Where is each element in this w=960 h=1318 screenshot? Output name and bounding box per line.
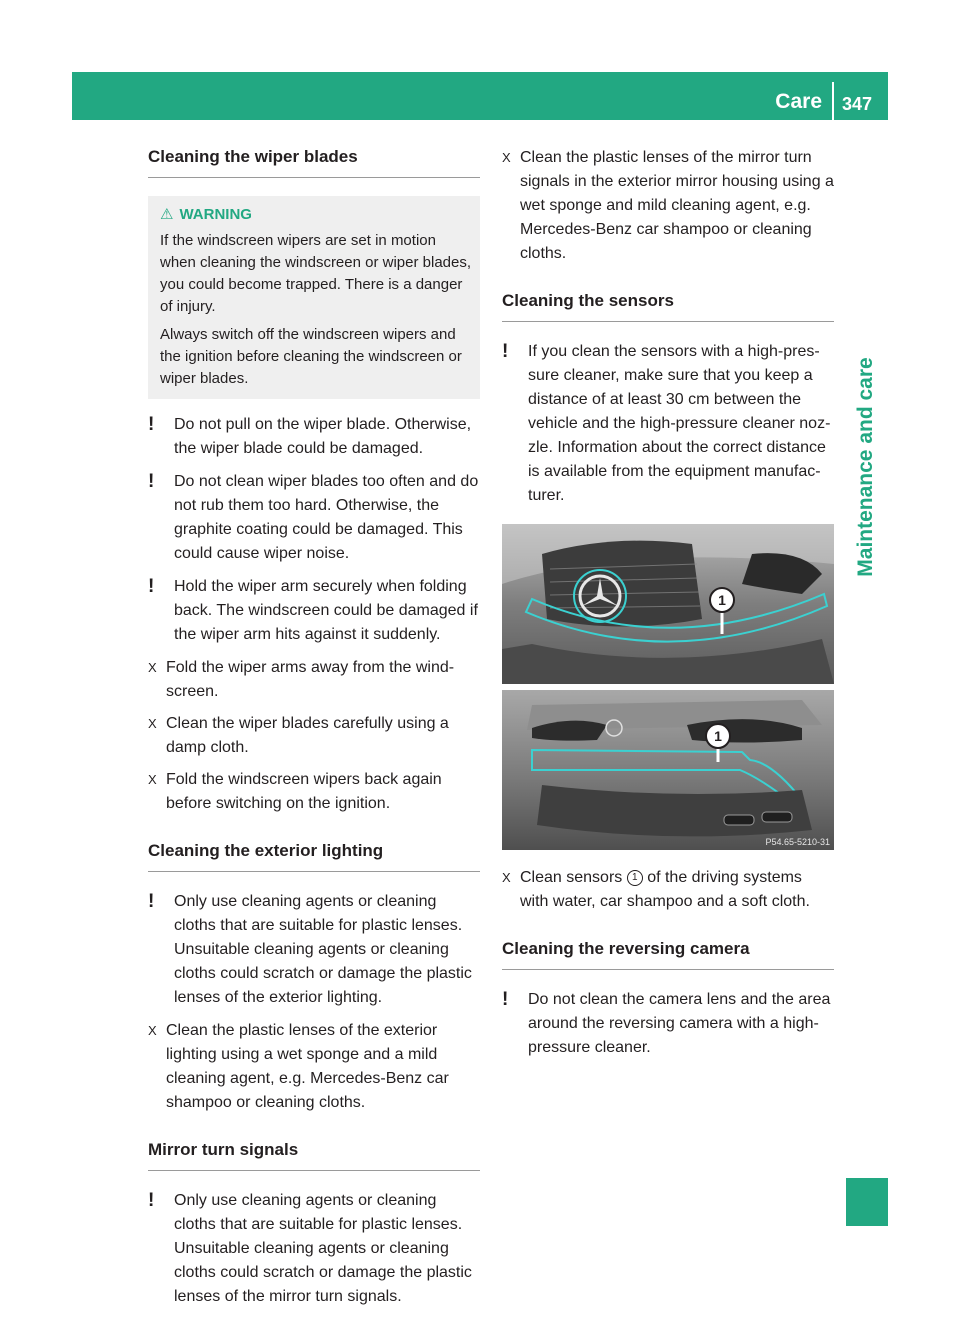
rear-bumper-photo xyxy=(502,690,834,850)
right-column xyxy=(502,146,834,1069)
section-title: Care xyxy=(775,90,822,113)
exclamation-icon: ! xyxy=(148,891,155,912)
exclamation-icon: ! xyxy=(148,1190,155,1211)
step-item: X Clean the plastic lenses of the exterior lighting using a wet sponge and a mild cleaning agent, e.g. Mercedes-Benz car shampoo or cleaning cloths. xyxy=(148,1019,480,1115)
warning-box xyxy=(148,196,480,399)
front-bumper-photo xyxy=(502,524,834,684)
step-arrow-icon: X xyxy=(148,1023,157,1038)
exclamation-icon: ! xyxy=(502,341,509,362)
exhaust-pipe xyxy=(762,812,792,822)
heading-sensors: Cleaning the sensors xyxy=(502,290,834,322)
heading-camera: Cleaning the reversing camera xyxy=(502,938,834,970)
page-number: 347 xyxy=(842,94,873,114)
note-item: ! Do not clean wiper blades too often and do not rub them too hard. Otherwise, the graphite coating could be damaged. This could cause wiper noise. xyxy=(148,471,479,562)
warning-text: If the windscreen wipers are set in motion when cleaning the windscreen or wiper blades, you could become trapped. There is a danger of injury. xyxy=(160,232,472,315)
callout-number: 1 xyxy=(718,592,726,608)
exhaust-pipe xyxy=(724,815,754,825)
note-item: ! Do not clean the camera lens and the area around the reversing camera with a high-pressure cleaner. xyxy=(502,989,831,1056)
step-arrow-icon: X xyxy=(502,870,511,885)
chapter-label: Maintenance and care xyxy=(854,357,877,577)
step-arrow-icon: X xyxy=(148,660,157,675)
heading-lighting: Cleaning the exterior lighting xyxy=(148,840,480,872)
step-arrow-icon: X xyxy=(502,150,511,165)
chapter-side-tab xyxy=(844,282,888,652)
step-item: X Clean sensors 1 of the driving systems with water, car shampoo and a soft cloth. xyxy=(502,866,834,914)
warning-title: ⚠ WARNING xyxy=(160,206,252,223)
header-bar xyxy=(72,72,888,120)
note-item: ! Hold the wiper arm securely when folding back. The windscreen could be damaged if the wiper arm hits against it suddenly. xyxy=(148,576,478,643)
exclamation-icon: ! xyxy=(148,414,155,435)
exclamation-icon: ! xyxy=(148,576,155,597)
note-item: ! Only use cleaning agents or cleaning cloths that are suitable for plastic lenses. Unsuitable cleaning agents or cleaning cloths could scratch or damage the plastic lenses of the exterior lighting. xyxy=(148,891,472,1006)
step-item: X Clean the plastic lenses of the mirror turn signals in the exterior mirror housing using a wet sponge and mild cleaning agent, e.g. Mercedes-Benz car shampoo or cleaning cloths. xyxy=(502,146,834,266)
warning-text: Always switch off the windscreen wipers and the ignition before cleaning the windscreen or wiper blades. xyxy=(160,326,462,387)
note-item: ! Only use cleaning agents or cleaning cloths that are suitable for plastic lenses. Unsuitable cleaning agents or cleaning cloths could scratch or damage the plastic lenses of the mirror turn signals. xyxy=(148,1190,472,1305)
chapter-marker xyxy=(846,1178,888,1226)
step-item: X Fold the wiper arms away from the wind-screen. xyxy=(148,656,480,704)
step-item: X Clean the wiper blades carefully using a damp cloth. xyxy=(148,712,480,760)
step-item: X Fold the windscreen wipers back again before switching on the ignition. xyxy=(148,768,480,816)
callout-circle-icon: 1 xyxy=(627,870,643,886)
left-column xyxy=(148,146,480,1318)
step-arrow-icon: X xyxy=(148,716,157,731)
note-item: ! If you clean the sensors with a high-pres-sure cleaner, make sure that you keep a distance of at least 30 cm between the vehicle and the high-pressure cleaner noz-zle. Information about the correct distance is available from the equipment manufac-turer. xyxy=(502,341,831,504)
heading-mirror: Mirror turn signals xyxy=(148,1139,480,1171)
header-divider xyxy=(832,82,834,120)
note-item: ! Do not pull on the wiper blade. Otherwise, the wiper blade could be damaged. xyxy=(148,414,472,457)
image-code: P54.65-5210-31 xyxy=(765,837,830,847)
exclamation-icon: ! xyxy=(148,471,155,492)
warning-triangle-icon: ⚠ xyxy=(160,206,174,223)
exclamation-icon: ! xyxy=(502,989,509,1010)
sensor-illustration xyxy=(502,524,834,850)
callout-number: 1 xyxy=(714,728,722,744)
heading-wiper: Cleaning the wiper blades xyxy=(148,146,480,178)
step-arrow-icon: X xyxy=(148,772,157,787)
